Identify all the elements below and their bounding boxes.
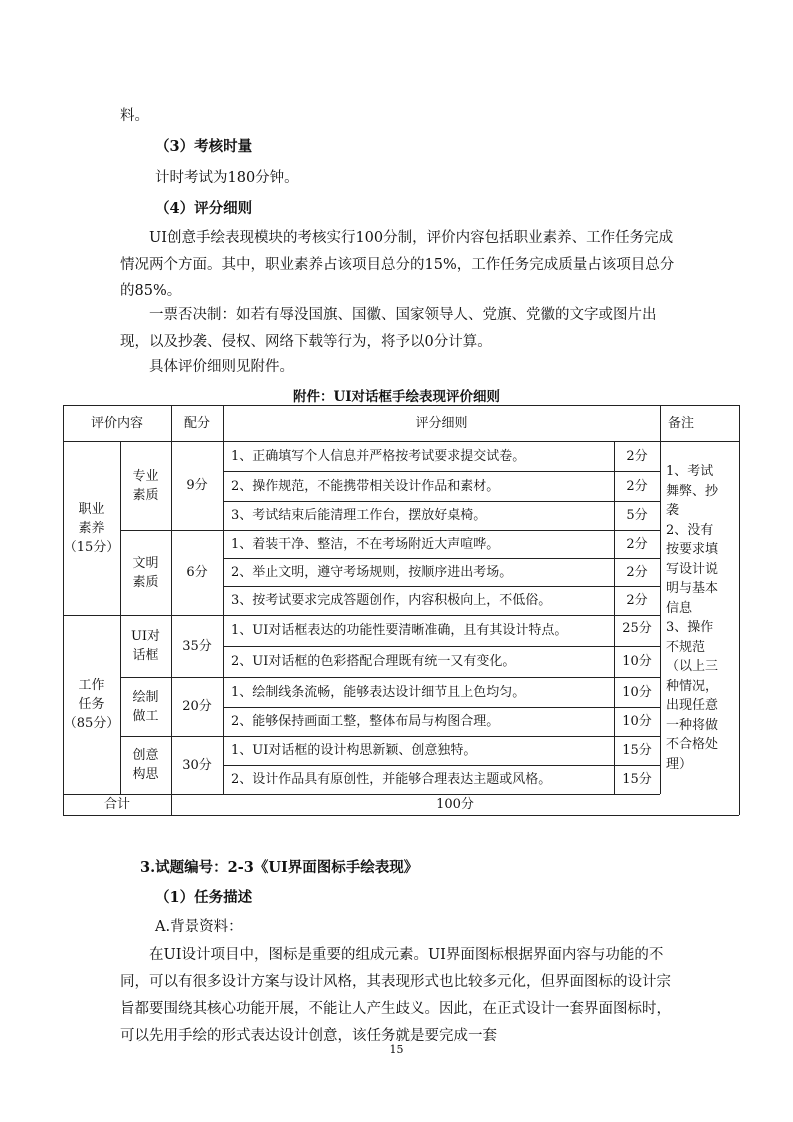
criteria-text: 1、绘制线条流畅，能够表达设计细节且上色均匀。 — [231, 684, 526, 700]
item-3-subtitle: （1）任务描述 — [155, 889, 253, 906]
evaluation-table — [63, 405, 739, 815]
criteria-text: 1、正确填写个人信息并严格按考试要求提交试卷。 — [231, 448, 526, 464]
table-caption: 附件：UI对话框手绘表现评价细则 — [292, 389, 501, 405]
note-line: 出现任意 — [666, 698, 719, 713]
note-line: 不规范 — [666, 639, 706, 655]
header-note: 备注 — [668, 415, 695, 431]
note-line: 1、考试 — [666, 464, 714, 479]
criteria-text: 1、UI对话框的设计构思新颖、创意独特。 — [231, 743, 477, 758]
section-4-para-1: UI创意手绘表现模块的考核实行100分制，评价内容包括职业素养、工作任务完成情况两个方面。其中，职业素养占该项目总分的15%，工作任务完成质量占该项目总分的85%。 — [120, 230, 675, 299]
note-line: 信息 — [666, 600, 693, 616]
subgroup-score: 20分 — [182, 699, 212, 714]
note-line: 袭 — [666, 503, 680, 518]
criteria-points: 15分 — [622, 743, 652, 758]
criteria-text: 2、操作规范，不能携带相关设计作品和素材。 — [231, 478, 500, 494]
criteria-points: 2分 — [626, 536, 648, 552]
note-line: 写设计说 — [666, 561, 719, 577]
note-line: 2、没有 — [666, 522, 714, 538]
note-text — [666, 462, 742, 774]
header-content: 评价内容 — [90, 415, 143, 431]
note-line: 3、操作 — [666, 620, 714, 635]
subgroup-score: 35分 — [182, 638, 212, 654]
section-3-text: 计时考试为180分钟。 — [155, 170, 299, 186]
note-line: 明与基本 — [666, 581, 719, 596]
subgroup-name: 创意 构思 — [132, 748, 159, 782]
criteria-text: 2、举止文明，遵守考场规则，按顺序进出考场。 — [231, 564, 513, 580]
page-number: 15 — [389, 1043, 404, 1056]
criteria-points: 2分 — [626, 448, 648, 464]
total-label: 合计 — [103, 797, 130, 812]
criteria-points: 10分 — [622, 684, 652, 700]
note-line: 舞弊、抄 — [666, 483, 719, 499]
criteria-points: 10分 — [622, 714, 652, 729]
item-3-background-label: A.背景资料： — [155, 919, 243, 935]
criteria-text: 1、着装干净、整洁，不在考场附近大声喧哗。 — [231, 536, 500, 552]
note-line: 理） — [666, 756, 693, 772]
criteria-points: 2分 — [626, 593, 648, 608]
note-line: （以上三 — [666, 659, 719, 674]
section-3-title: （3）考核时量 — [155, 138, 253, 155]
subgroup-score: 9分 — [186, 478, 208, 493]
section-4-title: （4）评分细则 — [155, 200, 253, 217]
item-3-title: 3.试题编号：2-3《UI界面图标手绘表现》 — [140, 859, 419, 876]
criteria-points: 25分 — [622, 620, 652, 636]
header-score: 配分 — [183, 415, 210, 431]
criteria-points: 5分 — [626, 508, 648, 523]
section-4-para-2: 一票否决制：如若有辱没国旗、国徽、国家领导人、党旗、党徽的文字或图片出现，以及抄袭、侵权、网络下载等行为，将予以0分计算。 — [120, 307, 657, 350]
item-3-paragraph: 在UI设计项目中，图标是重要的组成元素。UI界面图标根据界面内容与功能的不同，可以有很多设计方案与设计风格，其表现形式也比较多元化，但界面图标的设计宗旨都要围绕其核心功能开展，不能让人产生歧义。因此，在正式设计一套界面图标时，可以先用手绘的形式表达设计创意，该任务就是要完成一套 — [120, 947, 671, 1044]
note-line: 种情况， — [666, 678, 719, 694]
criteria-text: 3、按考试要求完成答题创作，内容积极向上，不低俗。 — [231, 593, 552, 608]
header-detail: 评分细则 — [415, 415, 468, 431]
subgroup-score: 6分 — [186, 565, 208, 580]
subgroup-name: 文明 素质 — [132, 555, 159, 590]
criteria-points: 10分 — [622, 654, 652, 669]
note-line: 按要求填 — [666, 542, 719, 557]
top-fragment: 料。 — [120, 108, 149, 124]
criteria-text: 1、UI对话框表达的功能性要清晰准确，且有其设计特点。 — [231, 623, 568, 638]
criteria-points: 2分 — [626, 564, 648, 580]
criteria-text: 2、设计作品具有原创性，并能够合理表达主题或风格。 — [231, 772, 552, 787]
note-line: 不合格处 — [666, 737, 719, 752]
subgroup-name: UI对 话框 — [130, 629, 161, 663]
criteria-text: 3、考试结束后能清理工作台，摆放好桌椅。 — [231, 508, 487, 523]
criteria-points: 15分 — [622, 772, 652, 787]
total-value: 100分 — [436, 797, 474, 812]
criteria-text: 2、UI对话框的色彩搭配合理既有统一又有变化。 — [231, 654, 516, 669]
section-4-para-3: 具体评价细则见附件。 — [149, 359, 294, 375]
criteria-text: 2、能够保持画面工整，整体布局与构图合理。 — [231, 714, 500, 729]
subgroup-name: 专业 素质 — [132, 468, 159, 503]
subgroup-name: 绘制 做工 — [132, 689, 159, 724]
criteria-points: 2分 — [626, 478, 648, 494]
group-task: 工作 任务 （85分） — [63, 678, 120, 731]
subgroup-score: 30分 — [182, 757, 212, 773]
note-line: 一种将做 — [666, 717, 719, 733]
group-professional: 职业 素养 （15分） — [63, 501, 120, 555]
